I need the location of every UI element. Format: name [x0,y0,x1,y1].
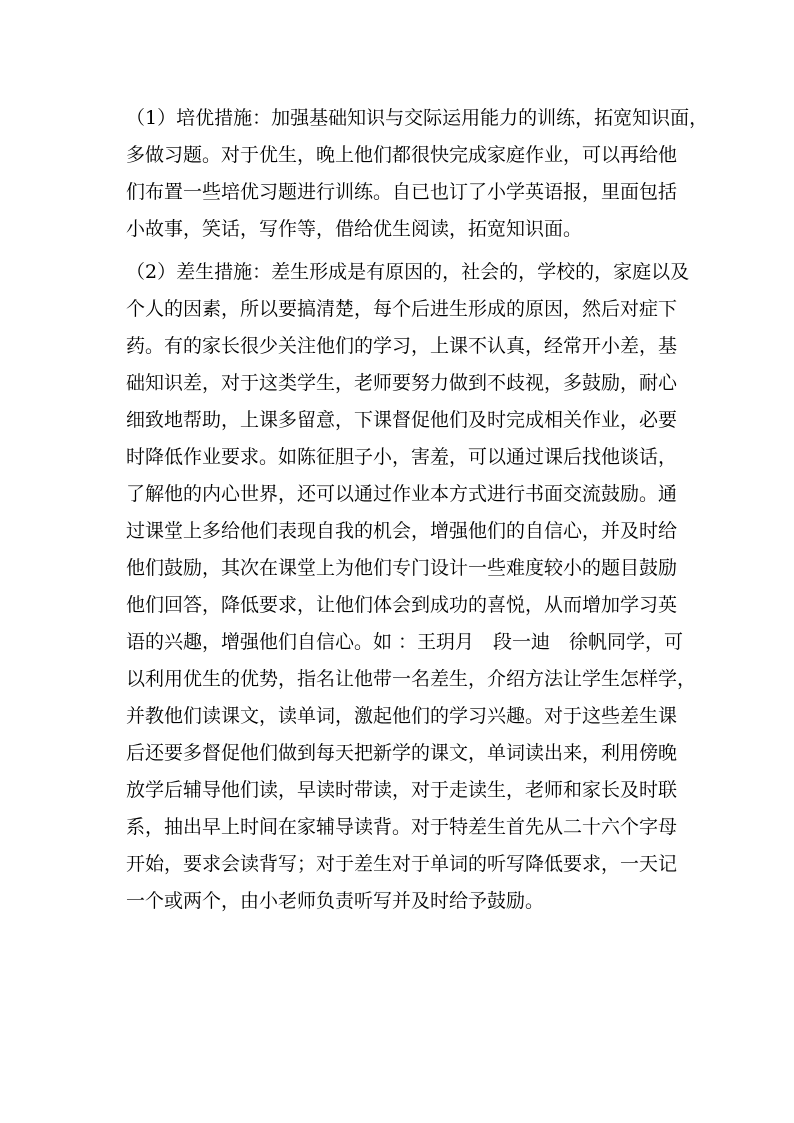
text-line: 一个或两个，由小老师负责听写并及时给予鼓励。 [126,890,545,912]
text-line: 放学后辅导他们读，早读时带读，对于走读生，老师和家长及时联 [126,779,678,801]
text-line: 他们鼓励，其次在课堂上为他们专门设计一些难度较小的题目鼓励 [126,557,678,579]
text-line: 语的兴趣，增强他们自信心。如 ：王玥月 段一迪 徐帆同学，可 [126,631,684,653]
text-line: 细致地帮助，上课多留意，下课督促他们及时完成相关作业，必要 [126,409,678,431]
text-line: 以利用优生的优势，指名让他带一名差生，介绍方法让学生怎样学， [126,668,697,690]
paragraph-weak-student-measures [126,254,697,920]
text-line: 多做习题。对于优生，晚上他们都很快完成家庭作业，可以再给他 [126,144,678,166]
text-line: （1）培优措施：加强基础知识与交际运用能力的训练，拓宽知识面， [126,107,709,129]
text-line: 开始，要求会读背写；对于差生对于单词的听写降低要求，一天记 [126,853,678,875]
text-line: 系，抽出早上时间在家辅导读背。对于特差生首先从二十六个字母 [126,816,678,838]
text-line: 过课堂上多给他们表现自我的机会，增强他们的自信心，并及时给 [126,520,678,542]
text-line: 个人的因素，所以要搞清楚，每个后进生形成的原因，然后对症下 [126,298,678,320]
text-line: 了解他的内心世界，还可以通过作业本方式进行书面交流鼓励。通 [126,483,678,505]
text-line: 时降低作业要求。如陈征胆子小，害羞，可以通过课后找他谈话， [126,446,678,468]
text-line: 础知识差，对于这类学生，老师要努力做到不歧视，多鼓励，耐心 [126,372,678,394]
text-line: 后还要多督促他们做到每天把新学的课文，单词读出来，利用傍晚 [126,742,678,764]
text-line: 小故事，笑话，写作等，借给优生阅读，拓宽知识面。 [126,218,583,240]
text-line: 药。有的家长很少关注他们的学习，上课不认真，经常开小差，基 [126,335,678,357]
text-line: 并教他们读课文，读单词，激起他们的学习兴趣。对于这些差生课 [126,705,678,727]
text-line: 们布置一些培优习题进行训练。自已也订了小学英语报，里面包括 [126,181,678,203]
text-line: 他们回答，降低要求，让他们体会到成功的喜悦，从而增加学习英 [126,594,678,616]
text-line: （2）差生措施：差生形成是有原因的，社会的，学校的，家庭以及 [126,261,690,283]
paragraph-top-student-measures [126,100,709,248]
